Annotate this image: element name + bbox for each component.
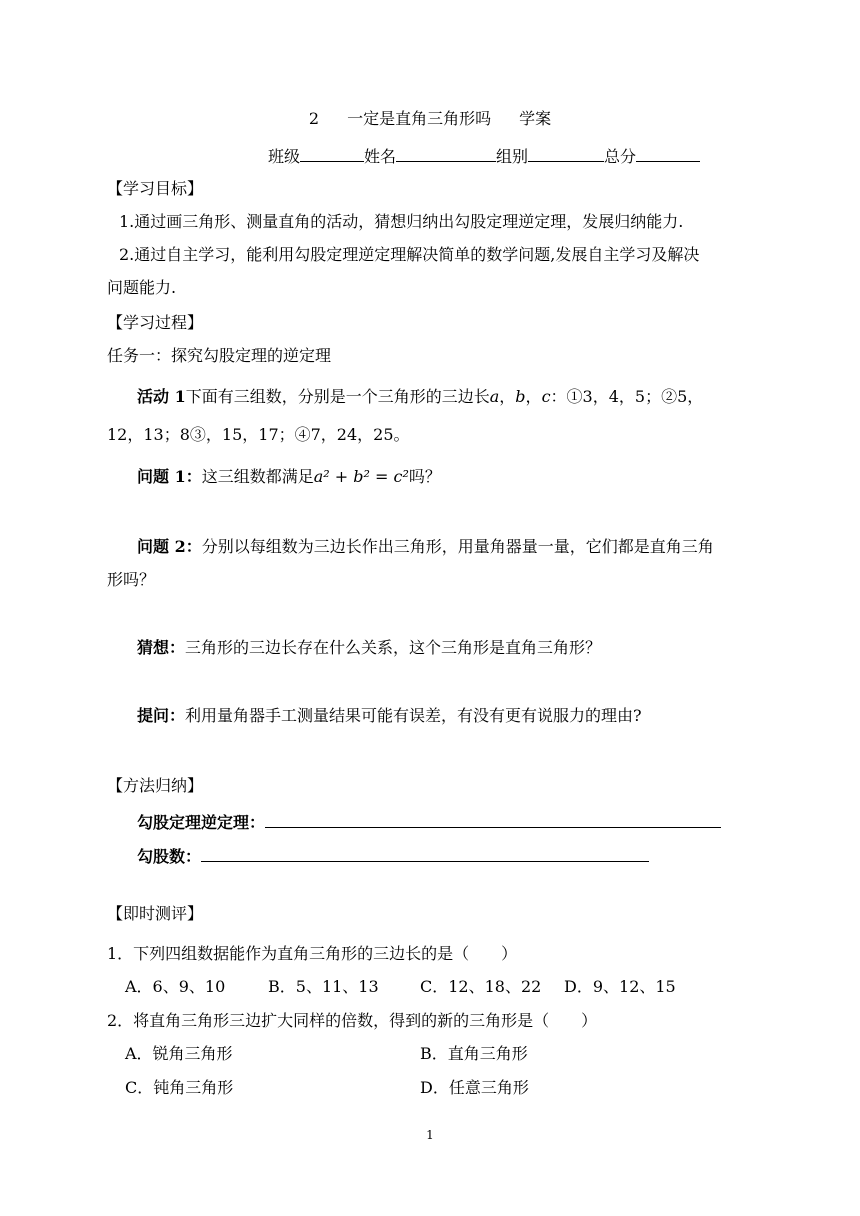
class-label: 班级	[268, 147, 301, 166]
student-info-row	[268, 145, 700, 168]
pythagorean-triple-blank[interactable]	[201, 843, 649, 862]
quiz-question-2: 2．将直角三角形三边扩大同样的倍数，得到的新的三角形是（ ）	[107, 1011, 598, 1030]
goals-heading: 【学习目标】	[107, 179, 204, 198]
page-title	[0, 108, 860, 130]
conjecture-label: 猜想：	[137, 638, 186, 657]
activity-1-line: 活动 1下面有三组数，分别是一个三角形的三边长a，b，c：①3，4，5；②5，	[137, 387, 704, 406]
pythagorean-formula: a² + b² = c²	[313, 467, 409, 486]
goal-item-1: 1.通过画三角形、测量直角的活动，猜想归纳出勾股定理逆定理，发展归纳能力.	[119, 212, 684, 231]
quiz-1-option-b[interactable]: B．5、11、13	[268, 977, 379, 996]
question-2	[137, 536, 714, 558]
question-1	[137, 466, 441, 488]
follow-up-text: 利用量角器手工测量结果可能有误差，有没有更有说服力的理由?	[185, 706, 642, 725]
quiz-1-option-d[interactable]: D．9、12、15	[564, 977, 676, 996]
pythagorean-triple-label: 勾股数：	[137, 847, 202, 866]
group-blank[interactable]	[528, 145, 604, 162]
question-1-text: 这三组数都满足	[201, 467, 314, 486]
activity-text-2: ：①3，4，5；②5，	[550, 387, 704, 406]
page-number: 1	[426, 1128, 434, 1142]
goal-item-2-cont: 问题能力.	[107, 278, 177, 297]
name-blank[interactable]	[396, 145, 496, 162]
activity-1-line-2: 12，13；8③，15，17；④7，24，25。	[107, 425, 410, 444]
question-2-label: 问题 2：	[137, 537, 202, 556]
quiz-2-option-c[interactable]: C．钝角三角形	[125, 1078, 234, 1097]
pythagorean-triple-line	[137, 843, 649, 868]
task-1-title: 任务一：探究勾股定理的逆定理	[107, 346, 332, 365]
activity-label: 活动 1	[137, 387, 186, 406]
lesson-name: 一定是直角三角形吗	[347, 109, 492, 128]
var-c: c	[541, 387, 551, 406]
converse-theorem-label: 勾股定理逆定理：	[137, 813, 266, 832]
follow-up-label: 提问：	[137, 706, 186, 725]
conjecture	[137, 637, 601, 659]
lesson-suffix: 学案	[519, 109, 552, 128]
follow-up-question	[137, 705, 642, 727]
conjecture-text: 三角形的三边长存在什么关系，这个三角形是直角三角形？	[185, 638, 602, 657]
quiz-question-1: 1．下列四组数据能作为直角三角形的三边长的是（ ）	[107, 944, 518, 963]
class-blank[interactable]	[300, 145, 364, 162]
converse-theorem-line	[137, 809, 721, 834]
question-1-text-2: 吗？	[408, 467, 441, 486]
question-2-cont: 形吗？	[107, 570, 156, 589]
quiz-heading: 【即时测评】	[107, 904, 204, 923]
goal-item-2: 2.通过自主学习，能利用勾股定理逆定理解决简单的数学问题,发展自主学习及解决	[119, 245, 700, 264]
score-blank[interactable]	[636, 145, 700, 162]
question-2-text: 分别以每组数为三边长作出三角形，用量角器量一量，它们都是直角三角	[201, 537, 714, 556]
converse-theorem-blank[interactable]	[265, 809, 721, 828]
method-heading: 【方法归纳】	[107, 776, 204, 795]
lesson-number: 2	[308, 109, 320, 128]
var-b: b	[515, 387, 526, 406]
group-label: 组别	[496, 147, 529, 166]
quiz-2-option-a[interactable]: A．锐角三角形	[125, 1044, 233, 1063]
activity-text: 下面有三组数，分别是一个三角形的三边长	[185, 387, 490, 406]
name-label: 姓名	[364, 147, 397, 166]
var-a: a	[489, 387, 500, 406]
quiz-1-option-a[interactable]: A．6、9、10	[125, 977, 226, 996]
score-label: 总分	[604, 147, 637, 166]
quiz-2-option-b[interactable]: B．直角三角形	[420, 1044, 528, 1063]
process-heading: 【学习过程】	[107, 313, 204, 332]
question-1-label: 问题 1：	[137, 467, 202, 486]
quiz-2-option-d[interactable]: D．任意三角形	[420, 1078, 529, 1097]
quiz-1-option-c[interactable]: C．12、18、22	[420, 977, 542, 996]
